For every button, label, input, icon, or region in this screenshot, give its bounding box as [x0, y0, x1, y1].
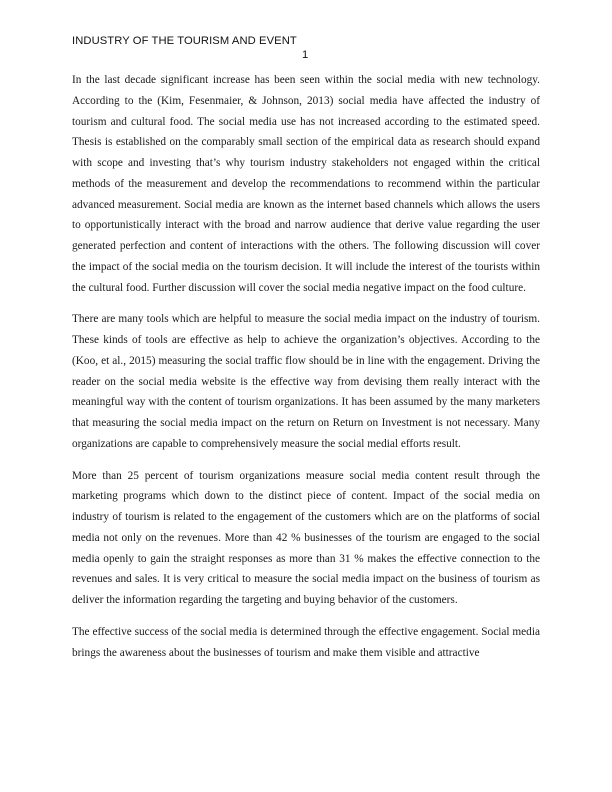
paragraph: There are many tools which are helpful to measure the social media impact on the industry of tourism. These kinds of tools are effective as help to achieve the organization’s objectives. According to the (Koo, et al., 2015) measuring the social traffic flow should be in line with the engagement. Driving the reader on the social media website is the effective way from devising them really interact with the meaningful way with the content of tourism organizations. It has been assumed by the many marketers that measuring the social media impact on the return on Return on Investment is not necessary. Many organizations are capable to comprehensively measure the social medial efforts result. [72, 313, 540, 450]
paragraph: The effective success of the social media is determined through the effective engagement. Social media brings the awareness about the businesses of tourism and make them visible and attractive [72, 625, 540, 659]
running-head: INDUSTRY OF THE TOURISM AND EVENT [72, 35, 297, 47]
body-text [72, 70, 540, 674]
page-number: 1 [302, 49, 309, 61]
paragraph: In the last decade significant increase has been seen within the social media with new technology. According to the (Kim, Fesenmaier, & Johnson, 2013) social media have affected the industry of tourism and cultural food. The social media use has not increased according to the estimated speed. Thesis is established on the comparably small section of the empirical data as research should expand with scope and investing that’s why tourism industry stakeholders not engaged within the critical methods of the measurement and develop the recommendations to recommend within the particular advanced measurement. Social media are known as the internet based channels which allows the users to opportunistically interact with the broad and narrow audience that derive value regarding the user generated perfection and content of interactions with the others. The following discussion will cover the impact of the social media on the tourism decision. It will include the interest of the tourists within the cultural food. Further discussion will cover the social media negative impact on the food culture. [72, 74, 540, 294]
paragraph: More than 25 percent of tourism organizations measure social media content result through the marketing programs which down to the distinct piece of content. Impact of the social media on industry of tourism is related to the engagement of the customers which are on the platforms of social media not only on the revenues. More than 42 % businesses of the tourism are engaged to the social media openly to gain the straight responses as more than 31 % makes the effective connection to the revenues and sales. It is very critical to measure the social media impact on the business of tourism as deliver the information regarding the targeting and buying behavior of the customers. [72, 469, 540, 606]
